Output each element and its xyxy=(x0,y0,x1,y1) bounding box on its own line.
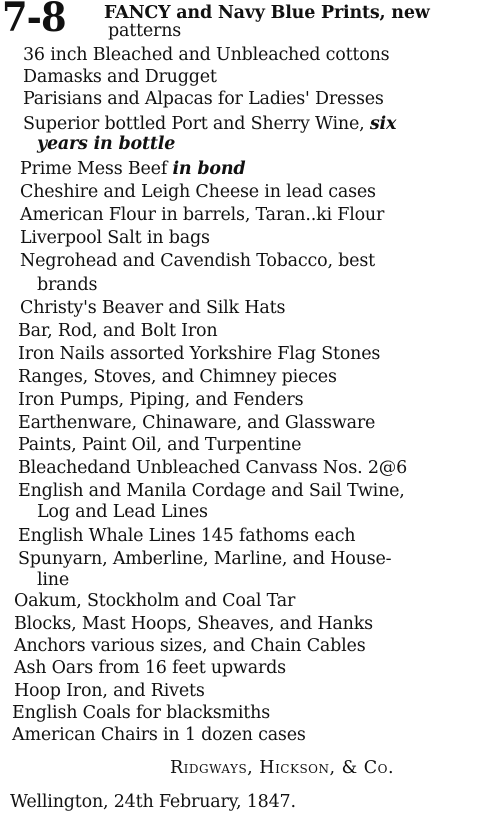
advert-line: Log and Lead Lines xyxy=(37,502,208,522)
advert-line: Ranges, Stoves, and Chimney pieces xyxy=(18,367,337,387)
advert-line: English Coals for blacksmiths xyxy=(12,703,270,723)
advert-line: Earthenware, Chinaware, and Glassware xyxy=(18,413,376,433)
advert-number: 7-8 xyxy=(2,0,66,41)
advert-line-italic: six xyxy=(369,114,397,134)
advert-line: Bar, Rod, and Bolt Iron xyxy=(18,321,218,341)
advert-line-text: Prime Mess Beef xyxy=(20,159,168,179)
advert-line xyxy=(23,113,396,135)
advert-line: FANCY and Navy Blue Prints, new xyxy=(104,3,430,23)
advert-line: Blocks, Mast Hoops, Sheaves, and Hanks xyxy=(14,614,373,634)
advert-line: Negrohead and Cavendish Tobacco, best xyxy=(20,251,375,271)
advert-line: Spunyarn, Amberline, Marline, and House- xyxy=(18,549,392,569)
advert-line: Christy's Beaver and Silk Hats xyxy=(20,298,286,318)
advert-dateline: Wellington, 24th February, 1847. xyxy=(10,792,296,812)
advert-line: Paints, Paint Oil, and Turpentine xyxy=(18,435,302,455)
advert-line: Ash Oars from 16 feet upwards xyxy=(14,658,286,678)
advert-line xyxy=(20,158,245,180)
advert-line: Damasks and Drugget xyxy=(23,67,217,87)
advert-line: Cheshire and Leigh Cheese in lead cases xyxy=(20,182,376,202)
advert-line: Parisians and Alpacas for Ladies' Dresses xyxy=(23,89,384,109)
advert-line: 36 inch Bleached and Unbleached cottons xyxy=(23,45,390,65)
advert-line: Hoop Iron, and Rivets xyxy=(14,681,205,701)
advert-signature: Ridgways, Hickson, & Co. xyxy=(170,758,395,778)
advert-line-italic: years in bottle xyxy=(37,134,176,154)
advert-line: line xyxy=(37,570,70,590)
advert-line: American Chairs in 1 dozen cases xyxy=(12,725,306,745)
advert-line: English Whale Lines 145 fathoms each xyxy=(18,526,356,546)
advert-line: Iron Pumps, Piping, and Fenders xyxy=(18,390,304,410)
advert-line: Anchors various sizes, and Chain Cables xyxy=(14,636,366,656)
advert-line-italic: in bond xyxy=(172,159,246,179)
advert-line-text: Superior bottled Port and Sherry Wine, xyxy=(23,114,365,134)
advert-line: English and Manila Cordage and Sail Twine, xyxy=(18,481,405,501)
advert-line: brands xyxy=(37,275,98,295)
advert-line: Oakum, Stockholm and Coal Tar xyxy=(14,591,296,611)
advert-line xyxy=(37,133,175,155)
advert-line: patterns xyxy=(108,21,182,41)
advert-line: Liverpool Salt in bags xyxy=(20,228,210,248)
advert-line: Iron Nails assorted Yorkshire Flag Stones xyxy=(18,344,381,364)
advert-line: Bleachedand Unbleached Canvass Nos. 2@6 xyxy=(18,458,408,478)
advert-line: American Flour in barrels, Taran..ki Flour xyxy=(20,205,385,225)
